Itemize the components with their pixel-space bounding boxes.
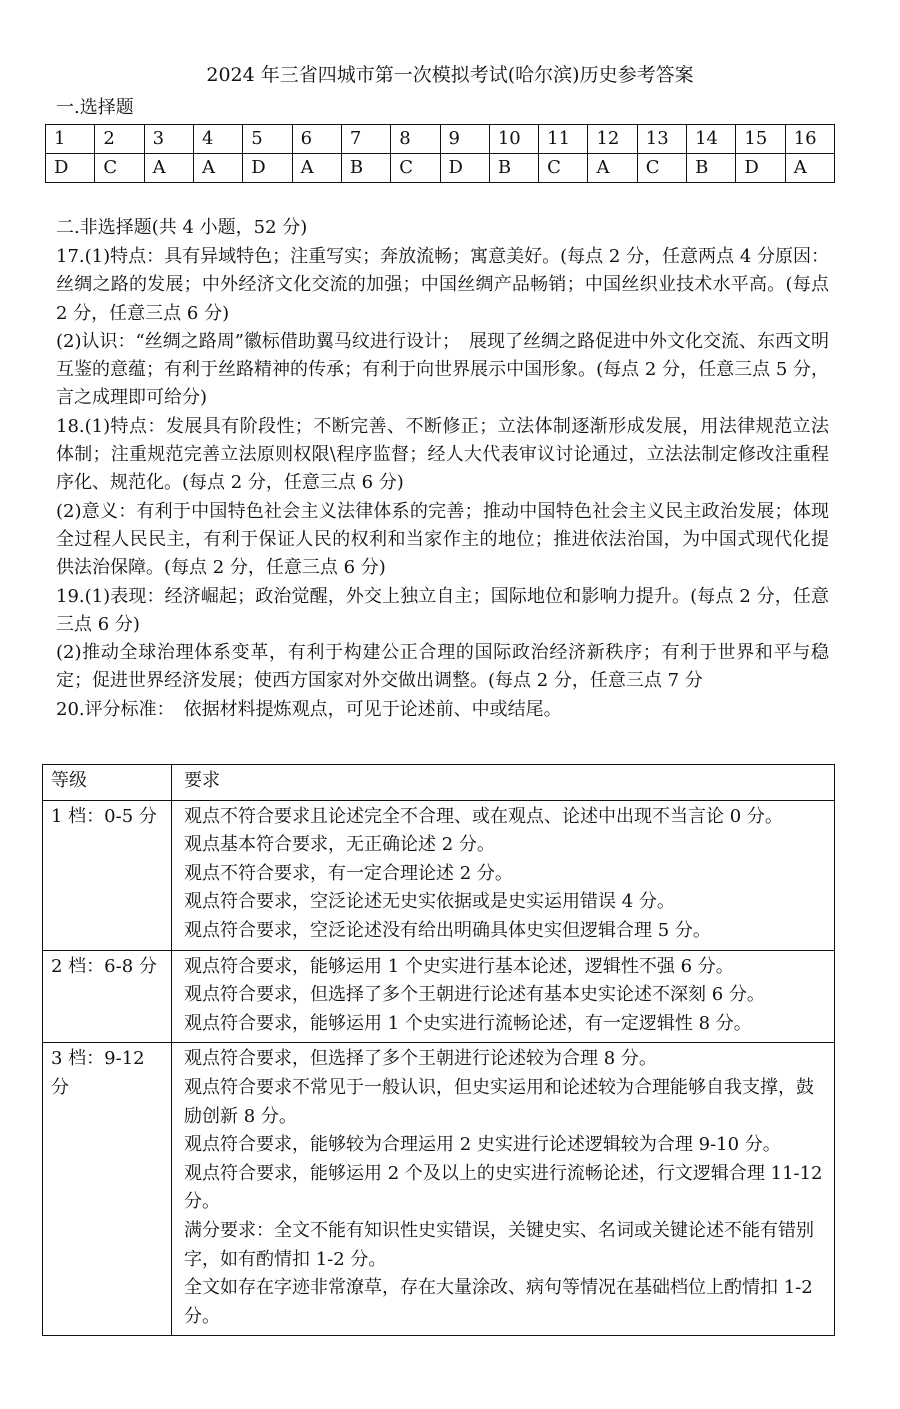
section-heading-non-choice: 二.非选择题(共 4 小题，52 分)	[56, 217, 308, 238]
requirement-item: 观点符合要求，能够运用 1 个史实进行基本论述，逻辑性不强 6 分。	[184, 955, 734, 977]
answer-paragraphs	[56, 243, 829, 724]
answer-cell: C	[95, 154, 144, 183]
q20-scoring-standard: 20.评分标准： 依据材料提炼观点，可见于论述前、中或结尾。	[56, 698, 562, 720]
question-number-cell: 6	[292, 125, 341, 154]
requirement-item: 观点符合要求，但选择了多个王朝进行论述有基本史实论述不深刻 6 分。	[184, 984, 765, 1006]
question-number-row	[46, 125, 835, 154]
answer-cell: C	[637, 154, 686, 183]
grading-header-row	[43, 765, 835, 801]
requirement-item: 观点符合要求不常见于一般认识，但史实运用和论述较为合理能够自我支撑，鼓励创新 8 分。	[184, 1076, 814, 1127]
requirement-item: 观点符合要求，空泛论述没有给出明确具体史实但逻辑合理 5 分。	[184, 919, 711, 941]
answer-cell: B	[489, 154, 538, 183]
question-number-cell: 10	[489, 125, 538, 154]
q19-part1-paragraph: 19.(1)表现：经济崛起；政治觉醒，外交上独立自主；国际地位和影响力提升。(每点 2 分，任意三点 6 分)	[56, 585, 829, 635]
q18-part2-paragraph: (2)意义：有利于中国特色社会主义法律体系的完善；推动中国特色社会主义民主政治发展；体现全过程人民民主，有利于保证人民的权利和当家作主的地位；推进依法治国，为中国式现代化提供法治保障。(每点 2 分，任意三点 6 分)	[56, 500, 829, 579]
requirement-item: 观点基本符合要求，无正确论述 2 分。	[184, 834, 495, 856]
answer-cell: B	[687, 154, 736, 183]
requirement-item: 观点符合要求，空泛论述无史实依据或是史实运用错误 4 分。	[184, 891, 675, 913]
question-number-cell: 8	[391, 125, 440, 154]
answer-cell: D	[440, 154, 489, 183]
requirement-item: 全文如存在字迹非常潦草，存在大量涂改、病句等情况在基础档位上酌情扣 1-2 分。	[184, 1277, 813, 1327]
level-2-label: 2 档：6-8 分	[43, 950, 172, 1043]
question-number-cell: 9	[440, 125, 489, 154]
answer-cell: A	[144, 154, 193, 183]
question-number-cell: 1	[46, 125, 95, 154]
question-number-cell: 16	[785, 125, 834, 154]
grading-row-level-2	[43, 950, 835, 1043]
requirement-item: 观点符合要求，能够运用 2 个及以上的史实进行流畅论述，行文逻辑合理 11-12 分。	[184, 1162, 823, 1213]
answer-cell: C	[391, 154, 440, 183]
level-1-label: 1 档：0-5 分	[43, 800, 172, 950]
level-3-requirements	[172, 1043, 835, 1336]
question-number-cell: 15	[736, 125, 785, 154]
answer-row	[46, 154, 835, 183]
answer-cell: D	[46, 154, 95, 183]
question-number-cell: 4	[193, 125, 242, 154]
grading-table	[42, 764, 835, 1336]
answer-cell: D	[736, 154, 785, 183]
grading-row-level-1	[43, 800, 835, 950]
requirement-item: 观点符合要求，能够运用 1 个史实进行流畅论述，有一定逻辑性 8 分。	[184, 1012, 752, 1034]
question-number-cell: 5	[243, 125, 292, 154]
question-number-cell: 3	[144, 125, 193, 154]
question-number-cell: 2	[95, 125, 144, 154]
requirement-item: 观点不符合要求，有一定合理论述 2 分。	[184, 862, 513, 884]
requirement-item: 观点不符合要求且论述完全不合理、或在观点、论述中出现不当言论 0 分。	[184, 805, 783, 827]
requirement-item: 满分要求：全文不能有知识性史实错误，关键史实、名词或关键论述不能有错别字，如有酌情扣 1-2 分。	[184, 1219, 814, 1270]
answer-cell: C	[539, 154, 588, 183]
question-number-cell: 12	[588, 125, 637, 154]
document-title: 2024 年三省四城市第一次模拟考试(哈尔滨)历史参考答案	[206, 64, 694, 86]
answer-cell: D	[243, 154, 292, 183]
requirement-item: 观点符合要求，能够较为合理运用 2 史实进行论述逻辑较为合理 9-10 分。	[184, 1134, 781, 1156]
question-number-cell: 7	[341, 125, 390, 154]
question-number-cell: 13	[637, 125, 686, 154]
grading-row-level-3	[43, 1043, 835, 1336]
answer-cell: A	[193, 154, 242, 183]
q17-part1-paragraph: 17.(1)特点：具有异域特色；注重写实；奔放流畅；寓意美好。(每点 2 分，任意两点 4 分原因：丝绸之路的发展；中外经济文化交流的加强；中国丝绸产品畅销；中国丝织业技术水平高。(每点 2 分，任意三点 6 分)	[56, 246, 829, 324]
answer-cell: A	[785, 154, 834, 183]
answer-cell: B	[341, 154, 390, 183]
section-heading-multiple-choice: 一.选择题	[56, 97, 134, 118]
question-number-cell: 14	[687, 125, 736, 154]
q18-part1-paragraph: 18.(1)特点：发展具有阶段性；不断完善、不断修正；立法体制逐渐形成发展，用法律规范立法体制；注重规范完善立法原则权限\程序监督；经人大代表审议讨论通过，立法法制定修改注重程序化、规范化。(每点 2 分，任意三点 6 分)	[56, 415, 829, 494]
requirement-item: 观点符合要求，但选择了多个王朝进行论述较为合理 8 分。	[184, 1048, 657, 1070]
q19-part2-paragraph: (2)推动全球治理体系变革，有利于构建公正合理的国际政治经济新秩序；有利于世界和平与稳定；促进世界经济发展；使西方国家对外交做出调整。(每点 2 分，任意三点 7 分	[56, 642, 829, 692]
q17-part2-paragraph: (2)认识：“丝绸之路周”徽标借助翼马纹进行设计； 展现了丝绸之路促进中外文化交流、东西文明互鉴的意蕴；有利于丝路精神的传承；有利于向世界展示中国形象。(每点 2 分，任意三点 5 分，言之成理即可给分)	[56, 330, 829, 409]
multiple-choice-answer-table	[45, 124, 835, 183]
question-number-cell: 11	[539, 125, 588, 154]
level-header: 等级	[43, 765, 172, 801]
level-1-requirements	[172, 800, 835, 950]
answer-cell: A	[292, 154, 341, 183]
level-3-label: 3 档：9-12 分	[43, 1043, 172, 1336]
requirement-header: 要求	[172, 765, 835, 801]
answer-cell: A	[588, 154, 637, 183]
level-2-requirements	[172, 950, 835, 1043]
